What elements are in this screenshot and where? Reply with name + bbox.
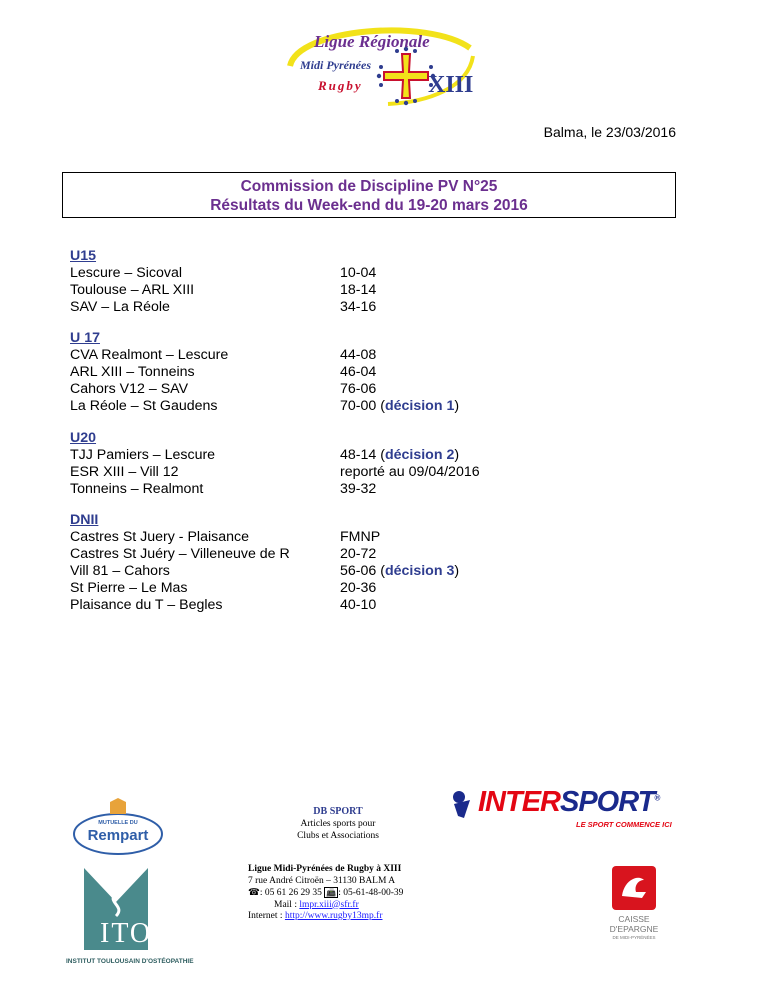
intersport-wordmark: INTERSPORT® — [478, 786, 660, 818]
section-header: U20 — [70, 430, 97, 446]
section-u17 — [70, 330, 550, 415]
match-score: 18-14 — [340, 282, 377, 298]
match-score: 46-04 — [340, 364, 377, 380]
match-name: St Pierre – Le Mas — [70, 580, 188, 596]
fax-icon: 📠 — [326, 888, 337, 897]
match-score: 56-06 (décision 3) — [340, 563, 460, 579]
caisse-epargne-logo — [598, 866, 670, 966]
result-row — [70, 563, 550, 580]
match-score: 76-06 — [340, 381, 377, 397]
section-u20 — [70, 430, 550, 498]
match-score: 10-04 — [340, 265, 377, 281]
decision-reference: décision 3 — [384, 563, 455, 579]
match-name: CVA Realmont – Lescure — [70, 347, 229, 363]
match-score: 48-14 (décision 2) — [340, 447, 460, 463]
result-row — [70, 347, 550, 364]
result-row — [70, 364, 550, 381]
match-name: Vill 81 – Cahors — [70, 563, 170, 579]
logo-roman: XIII — [428, 72, 474, 98]
rempart-logo — [72, 798, 164, 856]
ligue-name: Ligue Midi-Pyrénées de Rugby à XIII — [248, 864, 402, 874]
match-score: 34-16 — [340, 299, 377, 315]
squirrel-icon — [612, 866, 656, 910]
logo-sport: Rugby — [318, 78, 363, 93]
result-row — [70, 464, 550, 481]
section-header: U15 — [70, 248, 97, 264]
match-name: Castres St Juery - Plaisance — [70, 529, 249, 545]
match-name: Tonneins – Realmont — [70, 481, 204, 497]
decision-reference: décision 2 — [384, 447, 455, 463]
ligue-mail: Mail : lmpr.xiii@sfr.fr — [274, 899, 359, 910]
result-row — [70, 447, 550, 464]
section-u15 — [70, 248, 550, 316]
ligue-web: Internet : http://www.rugby13mp.fr — [248, 911, 383, 921]
rempart-name: Rempart — [87, 827, 149, 844]
caisse-line3: DE MIDI-PYRÉNÉES — [612, 935, 656, 940]
website-link[interactable]: http://www.rugby13mp.fr — [284, 911, 383, 921]
logo-title: Ligue Régionale — [314, 32, 430, 51]
rempart-small: MUTUELLE DU — [98, 820, 138, 826]
section-header: U 17 — [70, 330, 100, 346]
result-row — [70, 381, 550, 398]
result-row — [70, 282, 550, 299]
section-dnii — [70, 512, 550, 614]
result-row — [70, 529, 550, 546]
match-score: 40-10 — [340, 597, 377, 613]
result-row — [70, 398, 550, 415]
match-name: ARL XIII – Tonneins — [70, 364, 195, 380]
ito-letters: ITO — [100, 918, 153, 949]
match-score: 20-36 — [340, 580, 377, 596]
match-name: Cahors V12 – SAV — [70, 381, 189, 397]
caisse-line1: CAISSE — [618, 914, 650, 924]
result-row — [70, 299, 550, 316]
match-score: 70-00 (décision 1) — [340, 398, 460, 414]
result-row — [70, 546, 550, 563]
match-score: 39-32 — [340, 481, 377, 497]
result-row — [70, 265, 550, 282]
title-box — [62, 172, 676, 218]
ito-logo — [66, 862, 196, 970]
match-score: FMNP — [340, 529, 381, 545]
caisse-line2: D'EPARGNE — [609, 924, 659, 934]
result-row — [70, 481, 550, 498]
result-row — [70, 580, 550, 597]
dbsport-block — [278, 806, 398, 842]
intersport-logo — [448, 784, 698, 832]
ligue-phone-fax: ☎: 05 61 26 29 35 📠 : 05-61-48-00-39 — [248, 888, 404, 898]
match-name: Toulouse – ARL XIII — [70, 282, 195, 298]
match-name: Lescure – Sicoval — [70, 265, 182, 281]
ligue-address — [248, 864, 448, 923]
result-row — [70, 597, 550, 614]
ligue-logo — [278, 18, 478, 110]
decision-reference: décision 1 — [384, 398, 455, 414]
ito-caption: INSTITUT TOULOUSAIN D'OSTÉOPATHIE — [66, 958, 194, 965]
phone-icon: ☎ — [248, 888, 260, 898]
mail-link[interactable]: lmpr.xiii@sfr.fr — [299, 899, 359, 910]
dbsport-line1: Articles sports pour — [300, 819, 376, 829]
match-name: SAV – La Réole — [70, 299, 170, 315]
match-score: 20-72 — [340, 546, 377, 562]
ligue-street: 7 rue André Citroën – 31130 BALM A — [248, 875, 396, 886]
match-score: 44-08 — [340, 347, 377, 363]
logo-region: Midi Pyrénées — [300, 58, 371, 72]
dbsport-line2: Clubs et Associations — [297, 831, 379, 841]
document-date: Balma, le 23/03/2016 — [543, 124, 676, 140]
intersport-tagline: LE SPORT COMMENCE ICI — [576, 820, 672, 829]
title-line-1: Commission de Discipline PV N°25 — [240, 178, 498, 195]
match-name: TJJ Pamiers – Lescure — [70, 447, 216, 463]
dbsport-name: DB SPORT — [313, 806, 363, 817]
tower-icon — [110, 798, 126, 814]
match-name: Castres St Juéry – Villeneuve de R — [70, 546, 290, 562]
match-score: reporté au 09/04/2016 — [340, 464, 480, 480]
match-name: La Réole – St Gaudens — [70, 398, 218, 414]
match-name: Plaisance du T – Begles — [70, 597, 223, 613]
section-header: DNII — [70, 512, 99, 528]
title-line-2: Résultats du Week-end du 19-20 mars 2016 — [210, 197, 528, 214]
match-name: ESR XIII – Vill 12 — [70, 464, 179, 480]
intersport-runner-icon — [450, 790, 480, 820]
